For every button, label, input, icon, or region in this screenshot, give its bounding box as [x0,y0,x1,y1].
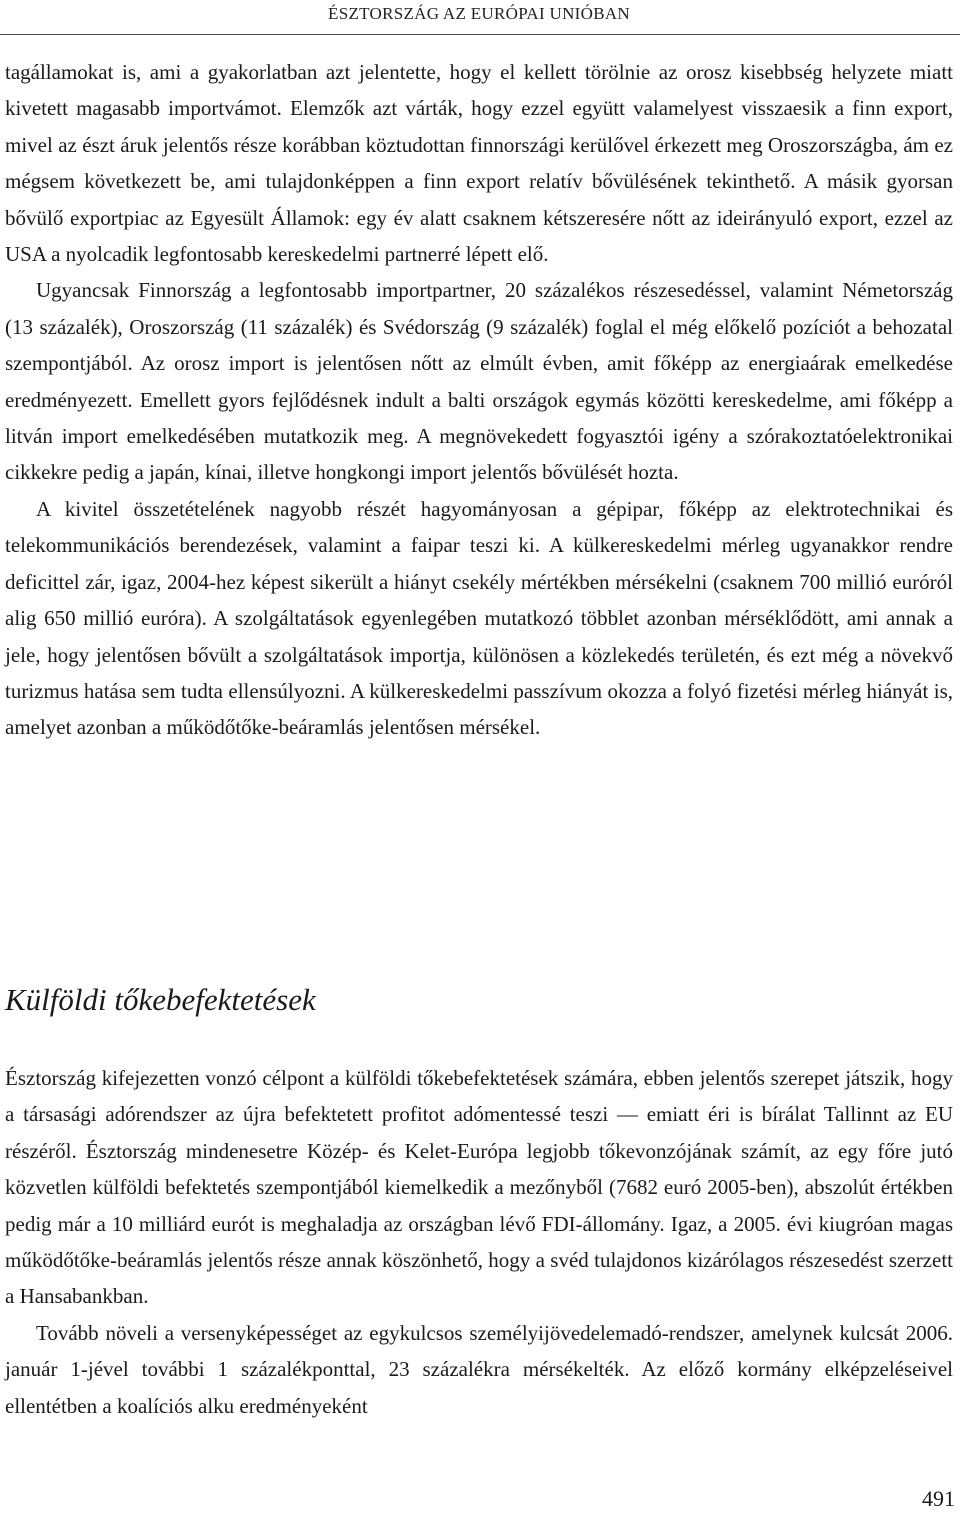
text-block-before-section [5,54,953,746]
page-number: 491 [922,1486,955,1511]
paragraph: Észtország kifejezetten vonzó célpont a külföldi tőkebefektetések számára, ebben jelentős szerepet játszik, hogy a társasági adórendszer az újra befektetett profitot adómentessé teszi — emiatt éri is bírálat Tallinnt az EU részéről. Észtország mindenesetre Közép- és Kelet-Európa legjobb tőkevonzójának számít, az egy főre jutó közvetlen külföldi befektetés szempontjából kiemelkedik a mezőnyből (7682 euró 2005-ben), abszolút értékben pedig már a 10 milliárd eurót is meghaladja az országban lévő FDI-állomány. Igaz, a 2005. évi kiugróan magas működőtőke-beáramlás jelentős része annak köszönhető, hogy a svéd tulajdonos kizárólagos részesedést szerzett a Hansabankban. [5,1066,953,1309]
paragraph: A kivitel összetételének nagyobb részét hagyományosan a gépipar, főképp az elektrotechnikai és telekommunikációs berendezések, valamint a faipar teszi ki. A külkereskedelmi mérleg ugyanakkor rendre deficittel zár, igaz, 2004-hez képest sikerült a hiányt csekély mértékben mérsékelni (csaknem 700 millió euróról alig 650 millió euróra). A szolgáltatások egyenlegében mutatkozó többlet azonban mérséklődött, ami annak a jele, hogy jelentősen bővült a szolgáltatások importja, különösen a közlekedés területén, és ezt még a növekvő turizmus hatása sem tudta ellensúlyozni. A külkereskedelmi passzívum okozza a folyó fizetési mérleg hiányát is, amelyet azonban a működőtőke-beáramlás jelentősen mérsékel. [5,496,953,740]
paragraph: Tovább növeli a versenyképességet az egykulcsos személyijövedelemadó-rendszer, amelynek kulcsát 2006. január 1-jével további 1 százalékponttal, 23 százalékra mérsékelték. Az előző kormány elképzeléseivel ellentétben a koalíciós alku eredményeként [5,1320,953,1418]
section-heading: Külföldi tőkebefektetések [5,982,316,1017]
header-rule [0,34,960,35]
text-block-after-section [5,1060,953,1424]
paragraph: Ugyancsak Finnország a legfontosabb importpartner, 20 százalékos részesedéssel, valamint Németország (13 százalék), Oroszország (11 százalék) és Svédország (9 százalék) foglal el még előkelő pozíciót a behozatal szempontjából. Az orosz import is jelentősen nőtt az elmúlt évben, amit főképp az energiaárak emelkedése eredményezett. Emellett gyors fejlődésnek indult a balti országok egymás közötti kereskedelme, ami főképp a litván import emelkedésében mutatkozik meg. A megnövekedett fogyasztói igény a szórakoztatóelektronikai cikkekre pedig a japán, kínai, illetve hongkongi import jelentős bővülését hozta. [5,278,953,485]
running-head: ÉSZTORSZÁG AZ EURÓPAI UNIÓBAN [328,4,630,23]
paragraph: tagállamokat is, ami a gyakorlatban azt jelentette, hogy el kellett törölnie az orosz kisebbség helyzete miatt kivetett magasabb importvámot. Elemzők azt várták, hogy ezzel együtt valamelyest visszaesik a finn export, mivel az észt áruk jelentős része korábban köztudottan finnországi kerülővel érkezett meg Oroszországba, ám ez mégsem következett be, ami tulajdonképpen a finn export relatív bővülésének tekinthető. A másik gyorsan bővülő exportpiac az Egyesült Államok: egy év alatt csaknem kétszeresére nőtt az ideirányuló export, ezzel az USA a nyolcadik legfontosabb kereskedelmi partnerré lépett elő. [5,60,953,267]
